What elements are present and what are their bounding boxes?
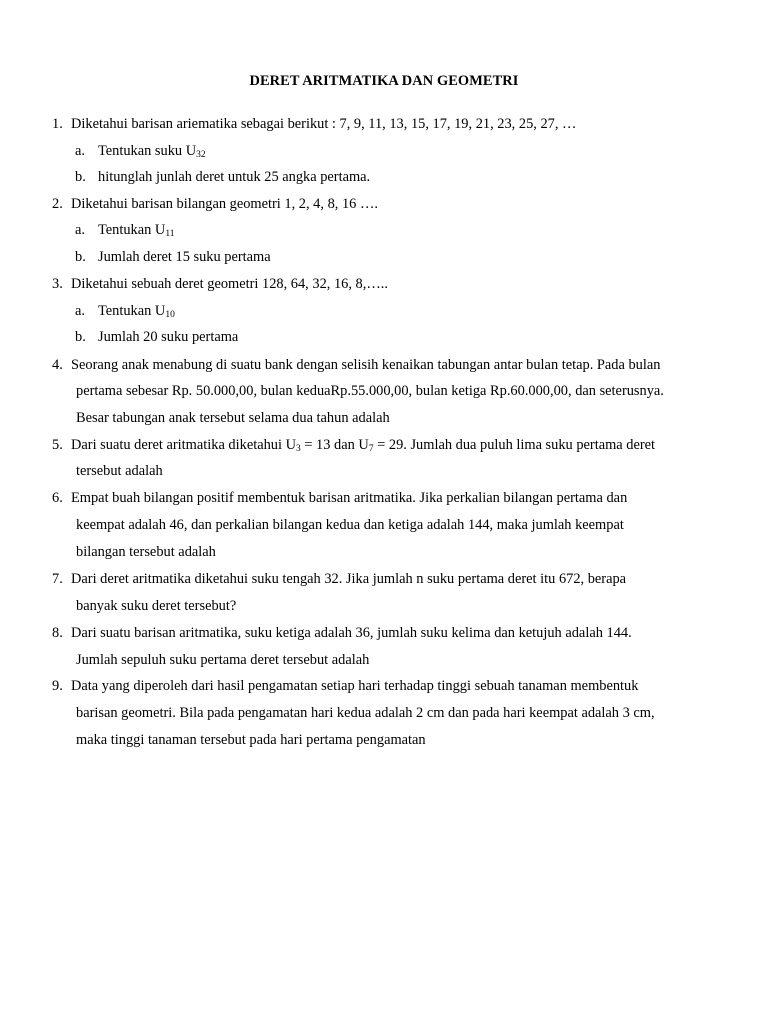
question-text: Data yang diperoleh dari hasil pengamatan setiap hari terhadap tinggi sebuah tanaman membentuk [71, 678, 639, 694]
sub-letter: b. [75, 249, 86, 265]
question-text: Dari suatu barisan aritmatika, suku ketiga adalah 36, jumlah suku kelima dan ketujuh adalah 144. [71, 625, 632, 641]
question-text: Diketahui barisan ariematika sebagai berikut : 7, 9, 11, 13, 15, 17, 19, 21, 23, 25, 27, … [71, 116, 577, 132]
sub-letter: b. [75, 329, 86, 345]
sub-letter: a. [75, 303, 85, 319]
question-number: 9. [52, 678, 63, 694]
question-text: pertama sebesar Rp. 50.000,00, bulan keduaRp.55.000,00, bulan ketiga Rp.60.000,00, dan seterusnya. [76, 383, 664, 399]
question-number: 8. [52, 625, 63, 641]
subscript: 3 [295, 444, 301, 454]
question-text: Jumlah sepuluh suku pertama deret tersebut adalah [76, 652, 370, 668]
sub-text: Tentukan suku $U_{32}$ [98, 143, 206, 160]
question-number: 7. [52, 571, 63, 587]
question-text: Diketahui sebuah deret geometri 128, 64, 32, 16, 8,….. [71, 276, 388, 292]
question-text: Diketahui barisan bilangan geometri 1, 2, 4, 8, 16 …. [71, 196, 378, 212]
sub-letter: a. [75, 143, 85, 159]
question-number: 5. [52, 437, 63, 453]
question-text: bilangan tersebut adalah [76, 544, 216, 560]
subscript: 11 [165, 229, 175, 239]
question-text: Empat buah bilangan positif membentuk barisan aritmatika. Jika perkalian bilangan pertama dan [71, 490, 628, 506]
question-number: 1. [52, 116, 63, 132]
question-text: barisan geometri. Bila pada pengamatan hari kedua adalah 2 cm dan pada hari keempat adalah 3 cm, [76, 705, 655, 721]
sub-text: Tentukan $U_{11}$ [98, 222, 175, 239]
sub-text: Jumlah 20 suku pertama [98, 329, 239, 345]
subscript: 10 [165, 310, 175, 320]
question-number: 2. [52, 196, 63, 212]
document-title: DERET ARITMATIKA DAN GEOMETRI [249, 73, 519, 89]
sub-letter: a. [75, 222, 85, 238]
question-text: Besar tabungan anak tersebut selama dua tahun adalah [76, 410, 390, 426]
sub-text: Jumlah deret 15 suku pertama [98, 249, 271, 265]
question-text: Dari suatu deret aritmatika diketahui $U_3 = 13$ dan $U_7 = 29$. Jumlah dua puluh lima suku pertama deret [71, 437, 656, 454]
question-text: Seorang anak menabung di suatu bank dengan selisih kenaikan tabungan antar bulan tetap. Pada bulan [71, 357, 661, 373]
sub-letter: b. [75, 169, 86, 185]
question-text: Dari deret aritmatika diketahui suku tengah 32. Jika jumlah n suku pertama deret itu 672, berapa [71, 571, 627, 587]
question-text: maka tinggi tanaman tersebut pada hari pertama pengamatan [76, 732, 426, 748]
question-number: 3. [52, 276, 63, 292]
subscript: 32 [196, 150, 206, 160]
question-text: tersebut adalah [76, 463, 163, 479]
question-number: 6. [52, 490, 63, 506]
sub-text: hitunglah junlah deret untuk 25 angka pertama. [98, 169, 371, 185]
subscript: 7 [368, 444, 374, 454]
question-text: keempat adalah 46, dan perkalian bilangan kedua dan ketiga adalah 144, maka jumlah keempat [76, 517, 624, 533]
question-number: 4. [52, 357, 63, 373]
sub-text: Tentukan $U_{10}$ [98, 303, 175, 320]
question-text: banyak suku deret tersebut? [76, 598, 237, 614]
